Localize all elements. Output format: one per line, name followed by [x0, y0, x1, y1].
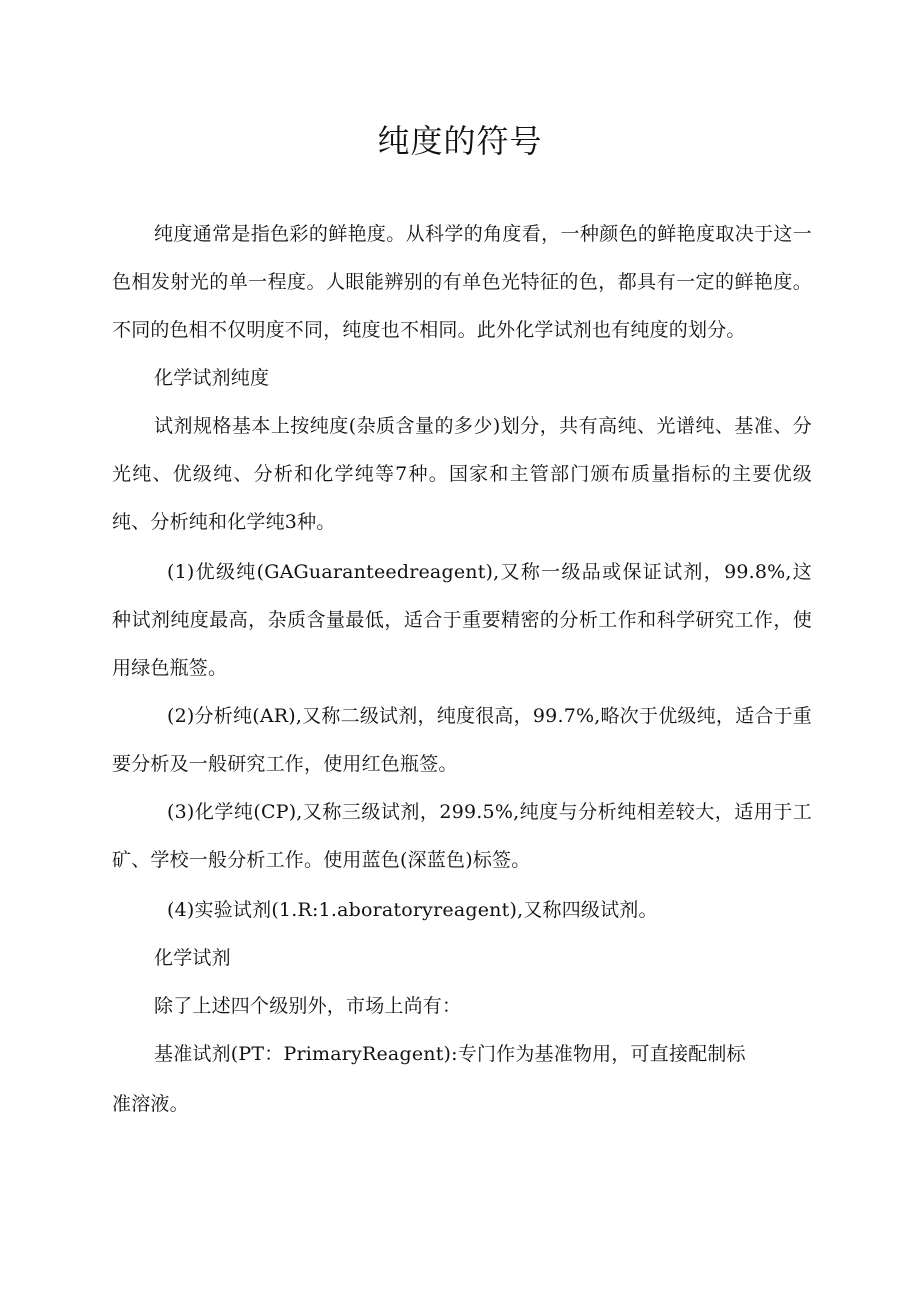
paragraph-grade-ar: (2)分析纯(AR),又称二级试剂，纯度很高，99.7%,略次于优级纯，适合于重要分析及一般研究工作，使用红色瓶签。: [112, 705, 812, 775]
heading-reagent-purity: 化学试剂纯度: [154, 367, 270, 389]
paragraph-grade-lr: (4)实验试剂(1.R:1.aboratoryreagent),又称四级试剂。: [167, 899, 658, 921]
paragraph-primary-reagent-continued: 准溶液。: [112, 1093, 189, 1115]
paragraph-reagent-grades: 试剂规格基本上按纯度(杂质含量的多少)划分，共有高纯、光谱纯、基准、分光纯、优级纯、分析和化学纯等7种。国家和主管部门颁布质量指标的主要优级纯、分析纯和化学纯3种。: [112, 415, 812, 533]
heading-chemical-reagents: 化学试剂: [154, 947, 231, 969]
page-title: 纯度的符号: [377, 122, 543, 160]
paragraph-other-grades: 除了上述四个级别外，市场上尚有：: [154, 995, 462, 1017]
paragraph-grade-cp: (3)化学纯(CP),又称三级试剂，299.5%,纯度与分析纯相差较大，适用于工矿、学校一般分析工作。使用蓝色(深蓝色)标签。: [112, 801, 812, 871]
paragraph-color-purity: 纯度通常是指色彩的鲜艳度。从科学的角度看，一种颜色的鲜艳度取决于这一色相发射光的单一程度。人眼能辨别的有单色光特征的色，都具有一定的鲜艳度。不同的色相不仅明度不同，纯度也不相同。此外化学试剂也有纯度的划分。: [112, 223, 812, 341]
paragraph-primary-reagent: 基准试剂(PT：PrimaryReagent):专门作为基准物用，可直接配制标: [154, 1043, 746, 1065]
paragraph-grade-gr: (1)优级纯(GAGuaranteedreagent),又称一级品或保证试剂，99.8%,这种试剂纯度最高，杂质含量最低，适合于重要精密的分析工作和科学研究工作，使用绿色瓶签。: [112, 561, 812, 679]
